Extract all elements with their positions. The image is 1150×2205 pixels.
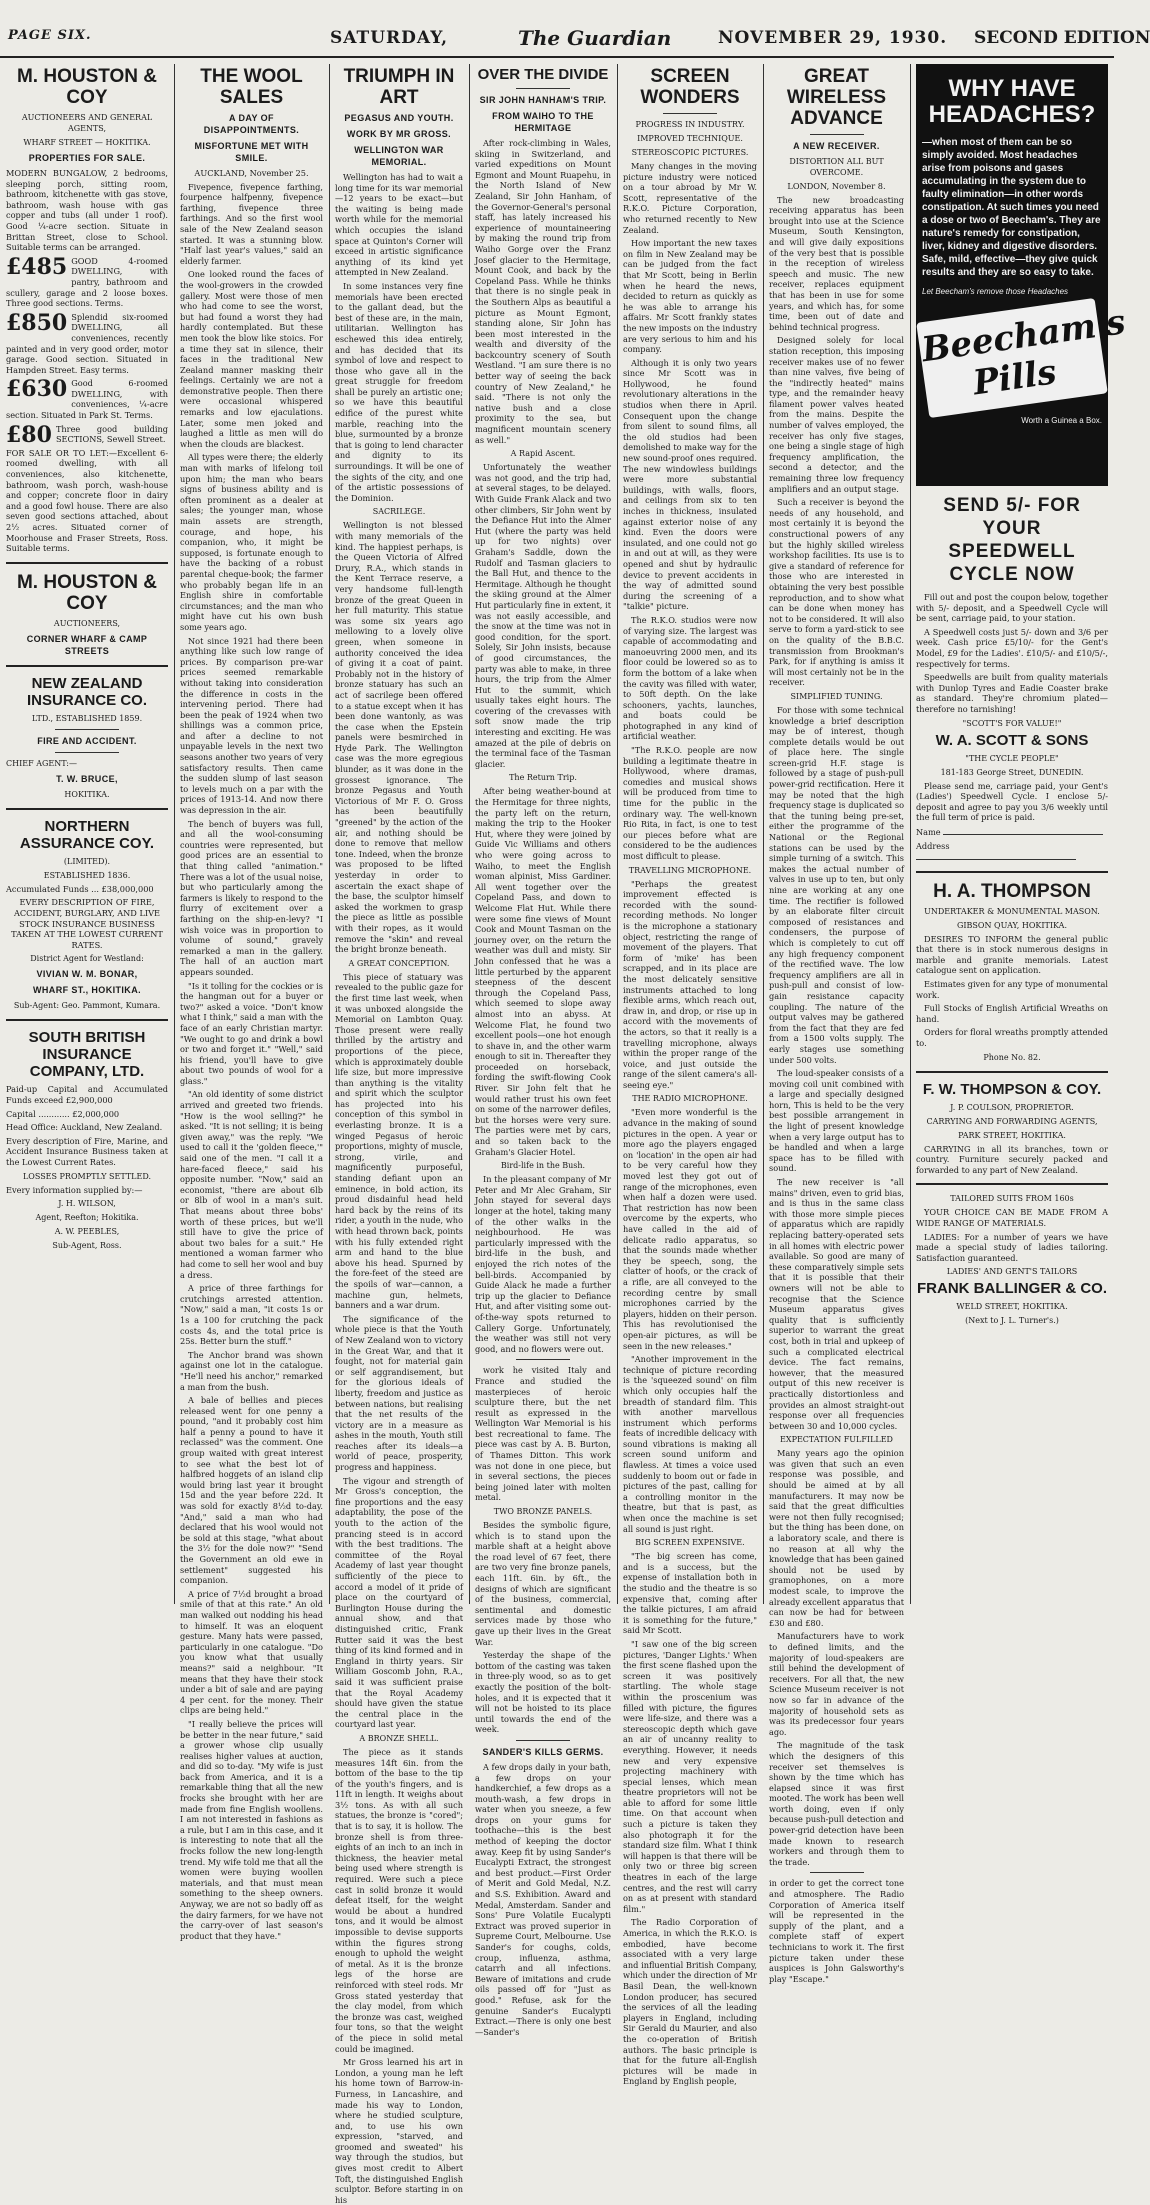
peebles-name: A. W. PEEBLES, bbox=[54, 1227, 120, 1237]
divider bbox=[55, 729, 120, 730]
divider bbox=[6, 1019, 168, 1021]
column-rule bbox=[617, 64, 618, 1604]
art-paragraph: The vigour and strength of Mr Gross's conception, the fine proportions and the easy adaptability, the pose of the youth to the action of the prancing steed is in accord with the best traditions. The committee of the Royal Academy of last year thought sufficiently of the piece to accord a model of it pride of place on the courtyard of Burlington House during the annual show, and that distinguished critic, Frank Rutter said it was the best thing of its kind formed and in England in thirty years. Sir William Goscomb John, R.A., said it was sufficient praise that the Royal Academy should have given the statue the central place in the courtyard last year. bbox=[335, 1475, 463, 1730]
fire-accident-line: FIRE AND ACCIDENT. bbox=[37, 735, 137, 746]
ballinger-name: FRANK BALLINGER & CO. bbox=[917, 1280, 1107, 1298]
wireless-paragraph: Designed solely for local station reception, this imposing receiver makes use of no fewer than nine valves, five being of the "indirectly heated" mains type, and the remainder heavy filament power valves heated from the mains. Despite the number of valves employed, the receiver has only five stages, one being a single stage of high frequency amplification, the second a detector, and the remaining three low frequency amplifiers and an output stage. bbox=[769, 335, 904, 494]
beecham-tagline: Let Beecham's remove those Headaches bbox=[922, 287, 1069, 296]
wireless-paragraph: The new receiver is "all mains" driven, even to grid bias, and is thus in the same class with those more simple pieces of apparatus which are rapidly replacing battery-operated sets in all homes with electric power available. So good are many of these comparatively simple sets that it is possible that their owners will not be able to recognise that the Science Museum apparatus gives quality that is sufficiently superior to warrant the great cost, both in trial and upkeep of such a complicated electrical device. The fact remains, however, that the measured output of this new receiver is practically distortionless and provides an almost straight-out response over all frequencies between 30 and 10,000 cycles. bbox=[769, 1177, 905, 1431]
ballinger-next-to: (Next to J. L. Turner's.) bbox=[965, 1316, 1059, 1326]
divide-headline: OVER THE DIVIDE bbox=[477, 66, 609, 83]
wool-paragraph: One looked round the faces of the wool-growers in the crowded gallery. Most were those of men who had come to see the worst, but had found a worst they had hardly contemplated. But these men took the blow like stoics. For a time they sat in silence, their faces in the traditional New Zealand manner masking their feelings. Certainly we are not a demonstrative people. Then there were occasional whispered remarks and low ejaculations. Later, some men joked and laughed a little as men will do when the clouds are blackest. bbox=[180, 269, 323, 449]
page-number: PAGE SIX. bbox=[8, 28, 92, 43]
wireless-headline: GREAT WIRELESS ADVANCE bbox=[786, 66, 887, 129]
bungalow-ad: MODERN BUNGALOW, 2 bedrooms, sleeping porch, sitting room, bathroom, kitchenette with gas stove, bathroom, wash house with gas copper and tubs (all under 1 roof). Good ¼-acre section. Situate in Brittan Street, close to School. Suitable terms can be arranged. bbox=[6, 168, 168, 253]
wool-paragraph: "I really believe the prices will be better in the near future," said a grower whose clip usually realises higher values at auction, and did so to-day. "My wife is just back from America, and it is a remarkable thing that all the new frocks she brought with her are made from fine English woollens. I am not interested in fashions as a rule, but I am in this case, and it is interesting to note that all the frocks follow the new long-length trend. My wife told me that all the women were buying woollen materials, and that must mean something to the sheep owners. Anyway, we are not so badly off as the dairy farmers, for we have not the carry-over of last season's product that they have." bbox=[180, 1718, 323, 1941]
wireless-subhead-2: DISTORTION ALL BUT OVERCOME. bbox=[789, 157, 884, 177]
properties-heading: PROPERTIES FOR SALE. bbox=[28, 153, 146, 163]
thompson-trade: UNDERTAKER & MONUMENTAL MASON. bbox=[924, 906, 1100, 916]
screen-paragraph: "The R.K.O. people are now building a legitimate theatre in Hollywood, where dramas, comedies and musical shows will be produced from time to time for the public in the ordinary way. The well-known Rio Rita, in fact, is one to test our pieces before what are considered to be the audiences most difficult to please. bbox=[623, 745, 757, 861]
screen-paragraph: Many changes in the moving picture industry were noticed on a tour abroad by Mr W. Scott, representative of the R.K.O. Picture Corporation, who returned recently to New Zealand. bbox=[623, 161, 757, 235]
column-rule bbox=[763, 64, 764, 1604]
sacrilege-subhead: SACRILEGE. bbox=[372, 507, 426, 517]
scott-sons-name: W. A. SCOTT & SONS bbox=[935, 731, 1089, 749]
screen-paragraph: "I saw one of the big screen pictures, 'Danger Lights.' When the first scene flashed upon the screen it was positively startling. The whole stage within the proscenium was filled with picture, the figures were life-size, and there was a stereoscopic depth which gave an air of uncanny reality to everything. However, it needs new and very expensive projecting machinery with special lenses, which mean theatre proprietors will not be able to afford for some little time. On that account when such a picture is taken they also photograph it for the standard size film. What I think will happen is that there will be only two or three big screen theatres in each of the large centres, and the rest will carry on as at present with standard film." bbox=[623, 1638, 757, 1914]
divider bbox=[916, 1183, 1108, 1185]
wool-paragraph: A price of three farthings for crutchings arrested attention. "Now," said a man, "it costs 1s or 1s a 100 for crutching the pack costs 4s, and the total price is 25s. Better burn the stuff." bbox=[180, 1283, 323, 1347]
column-rule bbox=[329, 64, 330, 1604]
houston-heading: M. HOUSTON & COY bbox=[16, 66, 158, 108]
sanders-ad-text: A few drops daily in your bath, a few drops on your handkerchief, a few drops as a mouth-wash, a few drops in water when you sneeze, a few drops on your gums for toothache—this is the best method of keeping the doctor away. Keep fit by using Sander's Eucalypti Extract, the strongest and best product.—First Order of Merit and Gold Medal, N.Z. and S.S. Exhibition. Award and Medal, Amsterdam. Sander and Sons' Pure Volatile Eucalypti Extract was proved superior in Supreme Court, Melbourne. Use Sander's for coughs, colds, croup, influenza, asthma, catarrh and all infections. Beware of imitations and crude oils passed off for "Just as good." Refuse, ask for the genuine Sander's Eucalypti Extract.—There is only one best—Sander's bbox=[475, 1761, 611, 2037]
thompson-phone: Phone No. 82. bbox=[983, 1052, 1041, 1062]
sub-agent-ross: Sub-Agent, Ross. bbox=[52, 1241, 122, 1251]
divider bbox=[6, 562, 168, 564]
thompson-paragraph: Full Stocks of English Artificial Wreaths on hand. bbox=[916, 1003, 1108, 1024]
price-80: £80 bbox=[6, 421, 52, 448]
divide-paragraph: After rock-climbing in Wales, skiing in Switzerland, and varied expeditions on Mount Egmont and Mount Ruapehu, in the North Island of New Zealand, Sir John Hanham, of the Governor-General's personal staff, has lately increased his experience of mountaineering by making the round trip from Waiho Gorge over the Franz Josef glacier to the Hermitage, Mount Cook, and back by the Copeland Pass. While he thinks that there is no single peak in the Southern Alps as beautiful a picture as Mount Egmont, standing alone, Sir John has been most interested in the wealth and diversity of the backcountry scenery of South Westland. "I am sure there is no better way of seeing the back country of New Zealand," he said. "There is not only the native bush and a close proximity to the sea, but magnificent mountain scenery as well." bbox=[475, 138, 611, 445]
hokitika-line: HOKITIKA. bbox=[64, 789, 110, 799]
screen-paragraph: "Another improvement in the technique of picture recording is the 'squeezed sound' on film which only occupies half the breadth of standard film. This with another marvellous instrument which performs feats of incredible delicacy with sound vibrations is making all screen sound uniform and flawless. At times a voice used suddenly to boom out or fade in pictures of the past, calling for a controlling monitor in the theatre, but that is past, as when once the machine is set all sound is just right. bbox=[623, 1354, 757, 1534]
wireless-paragraph: For those with some technical knowledge a brief description may be of interest, though complete details would be out of place here. The single screen-grid H.F. stage is followed by a stage of push-pull power-grid rectification. Here it may be noted that the high frequency stage is duplicated so that the tuning being pre-set, either the programme of the National or the Regional stations can be used by the simple turning of a switch. This makes the actual number of valves in use up to ten, but only nine are working at any one time. The rectifier is followed by an elaborate filter circuit composed of resistances and condensers, the purpose of which is completely to cut off any high frequency component of the rectified wave. The low frequency amplifiers are all in push-pull and consist of low-gain resistance capacity coupling. The nature of the output valves may be gathered from the fact that they are fed from a 1500 volts supply. The early stages use something under 500 volts. bbox=[769, 704, 904, 1065]
south-british-capital: Capital ............ £2,000,000 bbox=[6, 1108, 120, 1119]
sanders-heading: SANDER'S KILLS GERMS. bbox=[482, 1746, 604, 1757]
triumph-subhead-2: WORK BY MR GROSS. bbox=[346, 129, 452, 139]
south-british-every: Every description of Fire, Marine, and Accident Insurance Business taken at the Lowest Current Rates. bbox=[6, 1135, 168, 1167]
art-paragraph: Wellington has had to wait a long time for its war memorial—12 years to be exact—but the waiting is being made worth while for the memorial which occupies the island space at Quinton's Corner will exceed in artistic significance anything of its kind yet attempted in New Zealand. bbox=[335, 172, 463, 278]
south-british-paid-up: Paid-up Capital and Accumulated Funds exceed £2,900,000 bbox=[6, 1084, 168, 1105]
divider bbox=[6, 808, 168, 810]
wool-sales-subhead-1: A DAY OF DISAPPOINTMENTS. bbox=[203, 113, 300, 135]
bronze-shell-subhead: A BRONZE SHELL. bbox=[359, 1733, 439, 1743]
northern-assurance-heading: NORTHERN ASSURANCE COY. bbox=[19, 817, 155, 852]
wireless-paragraph: The magnitude of the task which the designers of this receiver set themselves is shown by the time which has elapsed since it was first mooted. The work has been well worth doing, even if only because push-pull detection and power-grid detection have been made known to research workers and through them to the trade. bbox=[769, 1740, 904, 1867]
simplified-tuning-subhead: SIMPLIFIED TUNING. bbox=[790, 691, 883, 701]
wireless-paragraph: Manufacturers have to work to defined limits, and the majority of loud-speakers are still behind the development of receivers. For all that, the new Science Museum receiver is not now so far in advance of the majority of household sets as was its predecessor four years ago. bbox=[769, 1631, 904, 1737]
column-3-triumph-in-art bbox=[335, 64, 463, 2205]
column-rule bbox=[469, 64, 470, 1604]
divider bbox=[663, 113, 717, 114]
column-4-over-the-divide bbox=[475, 64, 611, 2037]
speedwell-paragraph: Fill out and post the coupon below, together with 5/- deposit, and a Speedwell Cycle will be sent, carriage paid, to your station. bbox=[916, 592, 1108, 624]
wireless-paragraph: The loud-speaker consists of a moving coil unit combined with a large and specially designed horn, This is held to be the very best possible arrangement in the light of present knowledge when a very large output has to be handled and when a large space has to be filled with sound. bbox=[769, 1068, 904, 1174]
wool-paragraph: A bale of bellies and pieces released went for one penny a pound, "and it probably cost him half a penny a pound to have it reclassed" was the comment. One group waited with great interest to see what the best lot of halfbred hoggets of an island clip would bring last year it brought 15d and the year before 22d. It was sold for exactly 8½d to-day. "And," said a man who had declared that his wool would not be sold at this stage, "what about the 3½ for the dole now?" "Send the Government an old ewe in settlement" suggested his companion. bbox=[180, 1395, 323, 1586]
column-rule bbox=[174, 64, 175, 1604]
thompson-name: H. A. THOMPSON bbox=[933, 880, 1091, 902]
art-continuation-paragraph: Yesterday the shape of the bottom of the casting was taken in three-ply wood, so as to get exactly the position of the bolt-holes, and it is expected that it will not be hoisted to its place until towards the end of the week. bbox=[475, 1650, 611, 1735]
northern-funds: Accumulated Funds ... £38,000,000 bbox=[6, 883, 154, 894]
triumph-subhead-3: WELLINGTON WAR MEMORIAL. bbox=[354, 145, 444, 167]
masthead-edition: SECOND EDITION bbox=[974, 28, 1150, 48]
column-7-advertisements bbox=[916, 64, 1128, 1604]
wool-paragraph: Not since 1921 had there been anything like such low range of prices. By comparison pre-war prices seemed remarkable without taking into consideration the difference in costs in the intervening period. There had been the peak of 1924 when two shillings was a common price, and after a decline to not unpayable levels in the next two seasons another two years of very satisfactory results. Then came the sudden slump of last season to levels much on a par with the prices of 1913-14. And now there was depression in the air. bbox=[180, 635, 323, 816]
thompson-address: GIBSON QUAY, HOKITIKA. bbox=[957, 920, 1067, 930]
info-supplied: Every information supplied by:— bbox=[6, 1184, 143, 1195]
column-rule bbox=[910, 64, 911, 1604]
northern-every-description: EVERY DESCRIPTION OF FIRE, ACCIDENT, BURGLARY, AND LIVE STOCK INSURANCE BUSINESS TAKEN AT THE LOWEST CURRENT RATES. bbox=[11, 897, 163, 950]
radio-mic-subhead: THE RADIO MICROPHONE. bbox=[632, 1094, 748, 1104]
south-british-heading: SOUTH BRITISH INSURANCE COMPANY, LTD. bbox=[28, 1029, 146, 1081]
art-paragraph: The significance of the whole piece is that the Youth of New Zealand won to victory in the Great War, and that it fought, not for material gain or self aggrandisement, but for the glorious ideals of liberty, freedom and justice as between nations, but realising that the net results of the victory are in a measure as ashes in the mouth, Youth still reaches after its ideals—a world of peace, prosperity, progress and happiness. bbox=[335, 1313, 463, 1473]
scotts-for-value: "SCOTT'S FOR VALUE!" bbox=[962, 718, 1062, 728]
triumph-subhead-1: PEGASUS AND YOUTH. bbox=[344, 113, 454, 123]
divide-paragraph: After being weather-bound at the Hermitage for three nights, the party left on the return, making the trip to the Hooker Hut, where they were joined by Guide Vic Williams and others who were going across to Waiho, to meet the English woman alpinist, Miss Gardiner. All went together over the Copeland Pass, and down to Welcome Flat Hut. While there were some fine views of Mount Cook and Mount Tasman on the journey over, on the return the weather was dull and misty. Sir John confessed that he was a little perturbed by the apparent steepness of the descent through the Copeland Pass, which seemed to slope away almost into an abyss. At Welcome Flat, he found two excellent pools—one hot enough to shave in, and the other warm enough to sit in. Thereafter they proceeded on horseback, fording the swift-flowing Cook River. Sir John felt that he would rather trust his own feet on some of the narrower defiles, but the horses were very sure. The parties were met by cars, and so taken back to the Graham's Glacier Hotel. bbox=[475, 786, 611, 1157]
screen-paragraph: The Radio Corporation of America, in which the R.K.O. is embodied, have become associated with a very large and influential British Company, which under the direction of Mr Basil Dean, the well-known London producer, has secured the services of all the leading players in England, including Sir Gerald du Maurier, and also the co-operation of British authors. The basic principle is that for the future all-English pictures will be made in England by English people, bbox=[623, 1917, 757, 2087]
divide-paragraph: Unfortunately the weather was not good, and the trip had, at several stages, to be delayed. With Guide Frank Alack and two other climbers, Sir John went by the Defiance Hut into the Almer Hut (where the party was held up for two nights) over Graham's Saddle, down the Rudolf and Tasman glaciers to the Ball Hut, and thence to the Hermitage. Although he thought the skiing ground at the Almer Hut particularly fine in extent, it was not easily accessible, and the snow at the time was not in good condition, for the sport. Solely, Sir John insists, because of good circumstances, the party was able to make, in three hours, the trip from the Almer Hut to the summit, which usually takes eight hours. The covering of the crevasses with soft snow made the trip interesting and exciting. He was amazed at the pile of debris on the terminal face of the Tasman glacier. bbox=[475, 462, 611, 769]
travelling-mic-subhead: TRAVELLING MICROPHONE. bbox=[628, 865, 752, 875]
wool-sales-dateline: AUCKLAND, November 25. bbox=[194, 168, 309, 178]
agent-reefton: Agent, Reefton; Hokitika. bbox=[35, 1213, 139, 1223]
cycle-people: "THE CYCLE PEOPLE" bbox=[965, 753, 1059, 763]
screen-paragraph: "The big screen has come, and is a success, but the expense of installation both in the studio and the theatre is so expensive that, coming after the talkie pictures, I am afraid it is something for the future," said Mr Scott. bbox=[623, 1551, 757, 1636]
price-850: £850 bbox=[6, 309, 68, 336]
masthead-paper-title: The Guardian bbox=[518, 26, 672, 50]
screen-paragraph: The R.K.O. studios were now of varying size. The largest was capable of accommodating and manoeuvring 2000 men, and its floor could be lowered so as to form the bottom of a lake when the cavity was filled with water, to 50ft depth. On the lake schooners, yachts, launches, and boats could be photographed in any kind of artificial weather. bbox=[623, 614, 757, 742]
big-screen-subhead: BIG SCREEN EXPENSIVE. bbox=[635, 1538, 745, 1548]
divider bbox=[55, 752, 120, 753]
divider bbox=[916, 1071, 1108, 1073]
nz-insurance-heading: NEW ZEALAND INSURANCE CO. bbox=[26, 674, 147, 709]
auctioneers-line: AUCTIONEERS AND GENERAL AGENTS, bbox=[21, 113, 153, 133]
price-630: £630 bbox=[6, 376, 68, 403]
masthead-day: SATURDAY, bbox=[330, 28, 449, 48]
northern-established: ESTABLISHED 1836. bbox=[43, 870, 131, 880]
speedwell-paragraph: Speedwells are built from quality materials with Dunlop Tyres and Eadie Coaster brake as standard. They're chromium plated—therefore no tarnishing! bbox=[916, 672, 1108, 714]
coupon-name-label: Name bbox=[916, 826, 941, 837]
screen-paragraph: "Even more wonderful is the advance in the making of sound pictures in the open. A year or more ago the players engaged on 'location' in the open air had to be very careful how they moved lest they got out of range of the microphones, even when half a dozen were used. That restriction has now been overcome by the experts, who have called in the aid of delicate radio apparatus, so that the sounds made whether they be speech, song, the clatter of hoofs, or the crack of a rifle, are all conveyed to the recording centre by small microphones carried by the players, hidden on their person. This has revolutionised the open-air pictures, as will be seen in the new releases." bbox=[623, 1107, 757, 1351]
divide-subhead-1: SIR JOHN HANHAM'S TRIP. bbox=[479, 95, 607, 105]
return-trip-subhead: The Return Trip. bbox=[509, 773, 577, 783]
tailored-suits: TAILORED SUITS FROM 160s bbox=[950, 1194, 1074, 1204]
price-485: £485 bbox=[6, 253, 68, 280]
wool-paragraph: The bench of buyers was full, and all the wool-consuming countries were represented, but good prices are an essential to that thing called "animation." There was a lot of the usual noise, but who particularly among the farmers is likely to respond to the flurry of excitement over a farthing on the ship-en-levy? "I wish voice was in proportion to volume of sound," gravely remarked a man in the gallery. The hall of an auction mart appears sounded. bbox=[180, 818, 323, 977]
divider bbox=[516, 1359, 570, 1360]
fw-proprietor: J. P. COULSON, PROPRIETOR. bbox=[950, 1102, 1074, 1112]
coupon-name-line bbox=[943, 826, 1103, 835]
divider bbox=[516, 1740, 570, 1741]
art-continuation-paragraph: work he visited Italy and France and studied the masterpieces of heroic sculpture there, but the net result as expressed in the Wellington War Memorial is his best recreational to fame. The piece was cast by A. B. Burton, of Thames Ditton. This work was not done in one piece, but in several sections, the pieces being joined later with molten metal. bbox=[475, 1365, 611, 1503]
coupon-address-line bbox=[916, 851, 1076, 860]
south-british-head-office: Head Office: Auckland, New Zealand. bbox=[6, 1122, 163, 1133]
fw-carrying: CARRYING AND FORWARDING AGENTS, bbox=[926, 1116, 1098, 1126]
art-paragraph: The piece as it stands measures 14ft 6in. from the bottom of the base to the tip of the youth's fingers, and is 11ft in length. It weighs about 3½ tons. As with all such statues, the bronze is "cored"; that is to say, it is hollow. The bronze shell is from three-eights of an inch to an inch in thickness, the heavier metal being used where strength is required. Were such a piece cast in solid bronze it would defeat itself, for the weight would be about a hundred tons, and it would be almost impossible to devise supports within the figures strong enough to uphold the weight of metal. As it is the bronze legs of the horse are reinforced with steel rods. Mr Gross stated yesterday that the clay model, from which the bronze was cast, weighed four tons, so that the weight of the piece in solid metal could be imagined. bbox=[335, 1746, 463, 2054]
tailor-ladies: LADIES: For a number of years we have made a special study of ladies tailoring. Satisfaction guaranteed. bbox=[916, 1231, 1108, 1263]
property-630-text: Good 6-roomed DWELLING, with conveniences, ¼-acre section. Situated in Park St. Terms. bbox=[6, 378, 168, 421]
screen-subhead-3: STEREOSCOPIC PICTURES. bbox=[631, 148, 749, 157]
divider bbox=[916, 871, 1108, 873]
triumph-headline: TRIUMPH IN ART bbox=[343, 66, 455, 108]
losses-settled: LOSSES PROMPTLY SETTLED. bbox=[22, 1171, 152, 1181]
speedwell-paragraph: A Speedwell costs just 5/- down and 3/6 per week. Cash price £5/10/- for the Gent's Model, £9 for the Ladies'. £10/5/- and £10/5/-, respectively for terms. bbox=[916, 626, 1108, 669]
column-1-classifieds bbox=[6, 64, 168, 1604]
divider bbox=[810, 1872, 864, 1873]
wool-paragraph: All types were there; the elderly man with marks of lifelong toil upon him; the man who bears signs of business ability and is often prominent as a dealer at sales; the younger man, whose main assets are strength, courage, and hope, his companion, who, it might be supposed, is fortunate enough to have the backing of a robust parental cheque-book; the farmer who probably began life in an English shire in comfortable circumstances; and the man who might have cut his own bush some years ago. bbox=[180, 452, 323, 632]
divide-subhead-2: FROM WAIHO TO THE HERMITAGE bbox=[492, 111, 594, 133]
masthead-date: NOVEMBER 29, 1930. bbox=[718, 28, 948, 48]
district-agent-label: District Agent for Westland: bbox=[30, 954, 144, 964]
wireless-paragraph: Many years ago the opinion was given that such an even response was possible, and should be aimed at by all manufacturers. It may now be said that the great difficulties were not then fully recognised; but the thing has been done, on a laboratory scale, and there is no reason at all why the knowledge that has been gained should not be used by gramophones, on a more modest scale, to improve the already excellent apparatus that can now be had for between £30 and £80. bbox=[769, 1448, 904, 1628]
speedwell-headline: SEND 5/- FOR YOUR SPEEDWELL CYCLE NOW bbox=[943, 495, 1081, 585]
wireless-dateline: LONDON, November 8. bbox=[787, 181, 886, 191]
screen-paragraph: How important the new taxes on film in New Zealand may be can be judged from the fact that Mr Scott, being in Berlin when he heard the news, decided to return as quickly as he was able to arrange his affairs. Mr Scott frankly states the new imposts on the industry are very serious to him and his company. bbox=[623, 238, 757, 355]
wool-paragraph: The Anchor brand was shown against one lot in the catalogue. "He'll need his anchor," remarked a man from the bush. bbox=[180, 1349, 323, 1392]
wool-paragraph: "Is it tolling for the cockies or is the hangman out for a buyer or two?" asked a voice. "Don't know what I think," said a man with the face of an early Christian martyr. "We ought to go and drink a bowl or two and forget it." "Well," said his friend, you'll have to give about two pounds of wool for a glass." bbox=[180, 980, 323, 1086]
screen-headline: SCREEN WONDERS bbox=[640, 66, 740, 108]
art-paragraph: This piece of statuary was revealed to the public gaze for the first time last week, when it was unboxed alongside the Memorial on Lambton Quay. Those present were really thrilled by the artistry and proportions of the piece, which is approximately double life size, but more impressive than anything is the vitality and spirit which the sculptor has projected into his conception of this symbol in everlasting bronze. It is a winged Pegasus of heroic proportions, mighty of muscle, strong, virile, and magnificently purposeful, standing defiant upon an eminence, in bold action, its proud disdainful head held hard back by the reins of its rider, a youth in the nude, who with head thrown back, points with his fully extended right arm and hand to the blue above his head. Spurned by the fore-feet of the steed are the spoils of war—cannon, a machine gun, helmets, banners and a war drum. bbox=[335, 971, 463, 1311]
coupon-name-field[interactable] bbox=[916, 826, 1108, 838]
divider bbox=[810, 134, 864, 135]
nz-insurance-established: LTD., ESTABLISHED 1859. bbox=[31, 713, 143, 723]
art-paragraph: Wellington is not blessed with many memorials of the kind. The happiest perhaps, is the Queen Victoria of Alfred Drury, R.A., which stands in the Kent Terrace reserve, a very handsome full-length bronze of the great Queen in her full maturity. This statue was some six years ago mellowing to a lovely olive green, when someone in authority conceived the idea of giving it a coat of paint. Probably not in the history of bronze statuary has such an act of sacrilege been offered to a statue except when it has been done wantonly, as was the case when the Epstein panels were besmirched in Hyde Park. The Wellington case was the more egregious blunder, as it was done in the grossest ignorance. The bronze Pegasus and Youth Victorious of Mr F. O. Gross has been beautifully "greened" by the action of the air, and nothing should be done to remove that mellow tone. Indeed, when the bronze was proposed to be lifted yesterday in order to ascertain the exact shape of the base, the sculptor himself asked the workmen to grasp the piece as little as possible with their ropes, as it would remove the "skin" and reveal the bright bronze beneath. bbox=[335, 520, 463, 955]
bruce-name: T. W. BRUCE, bbox=[56, 773, 118, 784]
scott-address: 181-183 George Street, DUNEDIN. bbox=[940, 767, 1084, 777]
divide-paragraph: In the pleasant company of Mr Peter and Mr Alec Graham, Sir John stayed for several days longer at the hotel, taking many of the other walks in the neighbourhood. He was particularly impressed with the bird-life in the bush, and enjoyed the rich notes of the bell-birds. Accompanied by Guide Alack he made a further trip up the glacier to Defiance Hut, and after visiting some out-of-the-way spots returned to Callery Gorge. Unfortunately, the weather was still not very good, and no flowers were out. bbox=[475, 1174, 611, 1354]
great-conception-subhead: A GREAT CONCEPTION. bbox=[348, 958, 450, 968]
column-5-screen-wonders bbox=[623, 64, 757, 2087]
property-850-text: Splendid six-roomed DWELLING, all conveniences, recently painted and in very good order, motor garage. Good section. Situated in Hampden Street. Easy terms. bbox=[6, 311, 168, 375]
property-485-text: GOOD 4-roomed DWELLING, with pantry, bathroom and scullery, garage and 2 loose boxes. Three good sections. Terms. bbox=[6, 255, 168, 309]
art-paragraph: In some instances very fine memorials have been erected to the gallant dead, but the best of these are, in the main, utilitarian. Wellington has eschewed this idea entirely, and has decided that its symbol of love and respect to those who gave all in the great struggle for freedom shall be purely an artistic one; so we have this beautiful edifice of the purest white marble, reaching into the blue, surmounted by a bronze that is going to lend character and dignity to its surroundings. It will be one of the sights of the city, and one of the artistic possessions of the Dominion. bbox=[335, 280, 463, 503]
sale-or-let-ad: FOR SALE OR TO LET:—Excellent 6-roomed dwelling, with all conveniences, also kitchenette, bathroom, wash porch, wash-house and copper; concrete floor in dairy and a good fowl house. There are also seven good sections attached, about 2½ acres. Situated corner of Moorhouse and Fraser Streets, Ross. Suitable terms. bbox=[6, 447, 168, 554]
property-80-text: Three good building SECTIONS, Sewell Street. bbox=[55, 423, 168, 445]
ballinger-address: WELD STREET, HOKITIKA. bbox=[956, 1302, 1068, 1312]
divider bbox=[6, 665, 168, 667]
beecham-worth: Worth a Guinea a Box. bbox=[1021, 415, 1102, 425]
coupon-address-label: Address bbox=[916, 840, 950, 851]
tailors-line: LADIES' AND GENT'S TAILORS bbox=[946, 1267, 1078, 1277]
beecham-headline: WHY HAVE HEADACHES? bbox=[928, 75, 1096, 128]
wireless-subhead-1: A NEW RECEIVER. bbox=[793, 141, 880, 151]
thompson-paragraph: DESIRES TO INFORM the general public that there is in stock numerous designs in marble and granite memorials. Latest catalogue sent on application. bbox=[916, 933, 1108, 976]
fw-street: PARK STREET, HOKITIKA. bbox=[958, 1130, 1066, 1140]
northern-limited: (LIMITED). bbox=[63, 856, 111, 866]
column-6-wireless bbox=[769, 64, 905, 1984]
beecham-body: —when most of them can be so simply avoided. Most headaches arise from poisons and gases accumulating in the system due to faulty elimination—in other words constipation. At such times you need a dose or two of Beecham's. They are nature's remedy for constipation, liver, kidney and digestive disorders. Safe, mild, effective—they give quick results and they are so easy to take. bbox=[922, 137, 1101, 278]
fw-paragraph: CARRYING in all its branches, town or country. Furniture securely packed and forwarded to any part of New Zealand. bbox=[916, 1143, 1108, 1175]
screen-subhead-1: PROGRESS IN INDUSTRY. bbox=[635, 120, 745, 129]
screen-paragraph: Although it is only two years since Mr Scott was in Hollywood, he found revolutionary alterations in the studios when there in April. Consequent upon the change from silent to sound films, all the old studios had been demolished to make way for the new sound-proof ones required. The new windowless buildings were more substantial buildings, with walls, floors, and ceilings from six to ten inches in thickness, insulated against exterior noise of any kind. Even the doors were insulated, and one could not go in and out at will, as they were opened and shut by hydraulic device to prevent accidents in the way of admitted sound during the screening of a "talkie" picture. bbox=[623, 357, 757, 612]
tailor-choice: YOUR CHOICE CAN BE MADE FROM A WIDE RANGE OF MATERIALS. bbox=[916, 1207, 1108, 1228]
bird-life-subhead: Bird-life in the Bush. bbox=[500, 1161, 586, 1171]
corner-streets-line: CORNER WHARF & CAMP STREETS bbox=[26, 633, 148, 656]
sub-agent-kumara: Sub-Agent: Geo. Pammont, Kumara. bbox=[13, 1001, 161, 1011]
screen-paragraph: "Perhaps the greatest improvement effected is recorded with the sound-recording methods. No longer is the microphone a stationary object, restricting the range of movement of the players. That form of 'mike' has been scrapped, and in its place are the most delicately sensitive instruments attached to long flexible arms, which reach out, draw in, and drop, or rise up in accord with the movements of the actors, so that it really is a travelling microphone, always within the proper range of the voice, and just outside the range of the silent camera's all-seeing eye." bbox=[623, 878, 757, 1090]
wilson-name: J. H. WILSON, bbox=[58, 1199, 116, 1209]
wharf-st-hokitika: WHARF ST., HOKITIKA. bbox=[33, 985, 141, 996]
coupon-address-field[interactable] bbox=[916, 841, 1108, 863]
houston-heading-2: M. HOUSTON & COY bbox=[16, 571, 158, 614]
two-bronze-panels-subhead: TWO BRONZE PANELS. bbox=[493, 1507, 593, 1517]
wharf-street-line: WHARF STREET — HOKITIKA. bbox=[23, 138, 151, 147]
wool-paragraph: A price of 7½d brought a broad smile of that at this rate." An old man walked out nodding his head to himself. It was an eloquent gesture. Many hats were passed, particularly in one catalogue. "Do you know what that usually means?" said a neighbour. "It means that they have their stock under a bit of sale and are paying 4 per cent. for the money. Their clips are being held." bbox=[180, 1588, 323, 1716]
screen-subhead-2: IMPROVED TECHNIQUE. bbox=[637, 134, 743, 143]
wireless-paragraph: The new broadcasting receiving apparatus has been brought into use at the Science Museum, South Kensington, and will give daily expositions of the very best that is possible in the reception of wireless speech and music. The new receiver, replaces equipment that has been in use for some years, and which has, for some time, been out of date and behind technical progress. bbox=[769, 194, 904, 332]
expectation-subhead: EXPECTATION FULFILLED bbox=[780, 1435, 893, 1445]
column-2-wool-sales bbox=[180, 64, 323, 1941]
thompson-paragraph: Estimates given for any type of monumental work. bbox=[916, 979, 1108, 1000]
wool-paragraph: "An old identity of some district arrived and greeted two friends. "How is the wool selling?" he asked. "It is not selling; it is being given away," was the reply. "We used to call it the 'golden fleece,'" said one of the men. "I call it a hare-faced fleece," said his opposite number. "Now," said an economist, "there are about 6lb or 8lb of wool in a man's suit. That means about three bobs' worth of these prices, but we'll still have to give the price of about two bales for a suit." He mentioned a woman farmer who had come to sell her wool and buy a dress. bbox=[180, 1089, 323, 1280]
auctioneers-line-2: AUCTIONEERS, bbox=[53, 618, 121, 628]
wireless-paragraph: Such a receiver is beyond the needs of any household, and most certainly it is beyond the constructional powers of any but the highly skilled wireless workshop facilities. Its use is to give a standard of reference for those who are interested in obtaining the very best possible reproduction, and to show what can be done when money has not to be considered. It will also serve to form a yard-stick to see on the quality of the B.B.C. transmission from Brookman's Park, for if anything is amiss it will most certainly not be in the receiver. bbox=[769, 497, 904, 688]
chief-agent-label: CHIEF AGENT:— bbox=[6, 758, 77, 768]
rapid-ascent-subhead: A Rapid Ascent. bbox=[510, 449, 576, 459]
masthead bbox=[0, 0, 1150, 58]
wool-sales-subhead-2: MISFORTUNE MET WITH SMILE. bbox=[194, 141, 309, 163]
wool-sales-headline: THE WOOL SALES bbox=[200, 66, 303, 108]
screen-continuation-paragraph: in order to get the correct tone and atmosphere. The Radio Corporation of America itself will be represented in the supply of the plant, and a complete staff of expert technicians to work it. The first picture taken under these auspices is John Galsworthy's play "Escape." bbox=[769, 1878, 904, 1984]
art-continuation-paragraph: Besides the symbolic figure, which is to stand upon the marble shaft at a height above the road level of 67 feet, there are two very fine bronze panels, each 11ft. 6in. by 6ft., the designs of which are significant of the business, commercial, sentimental and domestic services made by those who gave up their lives in the Great War. bbox=[475, 1520, 611, 1647]
beecham-logo: Beecham's Pills bbox=[916, 298, 1108, 418]
wool-paragraph: Fivepence, fivepence farthing, fourpence halfpenny, fivepence farthing, fivepence three farthings. And so the first wool sale of the New Zealand season started. It was a stunning blow. "Half last year's values," said an elderly farmer. bbox=[180, 181, 323, 266]
thompson-paragraph: Orders for floral wreaths promptly attended to. bbox=[916, 1027, 1108, 1049]
fw-thompson-name: F. W. THOMPSON & COY. bbox=[922, 1080, 1102, 1098]
bonar-name: VIVIAN W. M. BONAR, bbox=[36, 969, 138, 980]
beechams-advertisement bbox=[916, 64, 1128, 486]
coupon-text: Please send me, carriage paid, your Gent's (Ladies') Speedwell Cycle. I enclose 5/- deposit and agree to pay you 3/6 weekly until the full term of price is paid. bbox=[916, 780, 1108, 823]
art-paragraph: Mr Gross learned his art in London, a young man he left his home town of Barrow-in-Furness, in Lancashire, and made his way to London, where he studied sculpture, and, to use his own expression, "starved, and groomed and sweated" his way through the studios, but gives most credit to Albert Toft, the distinguished English sculptor. Before starting in on his bbox=[335, 2057, 463, 2205]
divider bbox=[516, 88, 570, 89]
